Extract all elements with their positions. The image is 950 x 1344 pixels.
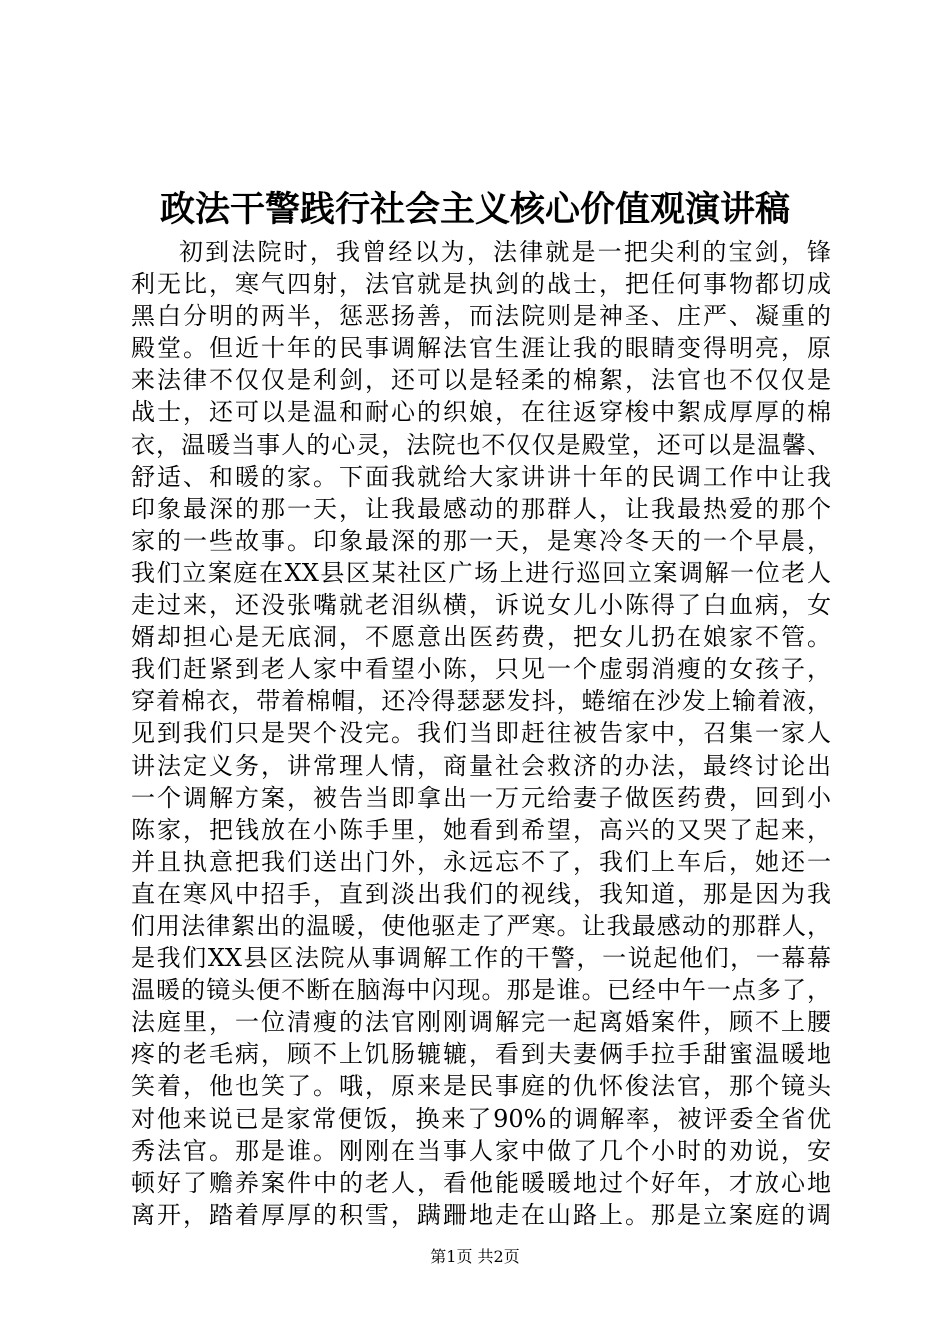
body-line: 舒适、和暖的家。下面我就给大家讲讲十年的民调工作中让我 bbox=[131, 462, 831, 491]
body-line: 见到我们只是哭个没完。我们当即赶往被告家中，召集一家人 bbox=[131, 719, 831, 748]
body-line: 利无比，寒气四射，法官就是执剑的战士，把任何事物都切成 bbox=[131, 270, 831, 299]
body-line: 并且执意把我们送出门外，永远忘不了，我们上车后，她还一 bbox=[131, 847, 831, 876]
body-line: 我们赶紧到老人家中看望小陈，只见一个虚弱消瘦的女孩子， bbox=[131, 655, 831, 684]
body-line: 一个调解方案，被告当即拿出一万元给妻子做医药费，回到小 bbox=[131, 783, 831, 812]
body-line: 衣，温暖当事人的心灵，法院也不仅仅是殿堂，还可以是温馨、 bbox=[131, 430, 831, 459]
page-number-footer: 第1页 共2页 bbox=[430, 1247, 520, 1266]
body-line: 们用法律絮出的温暖，使他驱走了严寒。让我最感动的那群人， bbox=[131, 911, 831, 940]
body-line: 对他来说已是家常便饭，换来了90%的调解率，被评委全省优 bbox=[131, 1104, 831, 1133]
body-line: 初到法院时，我曾经以为，法律就是一把尖利的宝剑，锋 bbox=[179, 238, 831, 266]
body-line: 温暖的镜头便不断在脑海中闪现。那是谁。已经中午一点多了， bbox=[131, 976, 831, 1005]
body-line: 笑着，他也笑了。哦，原来是民事庭的仇怀俊法官，那个镜头 bbox=[131, 1072, 831, 1101]
body-line: 穿着棉衣，带着棉帽，还冷得瑟瑟发抖，蜷缩在沙发上输着液， bbox=[131, 687, 831, 716]
body-line: 我们立案庭在XX县区某社区广场上进行巡回立案调解一位老人 bbox=[131, 558, 831, 587]
body-line: 疼的老毛病，顾不上饥肠辘辘，看到夫妻俩手拉手甜蜜温暖地 bbox=[131, 1040, 831, 1069]
body-line: 法庭里，一位清瘦的法官刚刚调解完一起离婚案件，顾不上腰 bbox=[131, 1008, 831, 1037]
body-line: 陈家，把钱放在小陈手里，她看到希望，高兴的又哭了起来， bbox=[131, 815, 831, 844]
body-line: 黑白分明的两半，惩恶扬善，而法院则是神圣、庄严、凝重的 bbox=[131, 302, 831, 331]
body-line: 讲法定义务，讲常理人情，商量社会救济的办法，最终讨论出 bbox=[131, 751, 831, 780]
body-line: 是我们XX县区法院从事调解工作的干警，一说起他们，一幕幕 bbox=[131, 944, 831, 973]
body-line: 战士，还可以是温和耐心的织娘，在往返穿梭中絮成厚厚的棉 bbox=[131, 398, 831, 427]
body-line: 离开，踏着厚厚的积雪，蹒跚地走在山路上。那是立案庭的调 bbox=[131, 1200, 831, 1229]
body-line: 来法律不仅仅是利剑，还可以是轻柔的棉絮，法官也不仅仅是 bbox=[131, 366, 831, 395]
body-line: 殿堂。但近十年的民事调解法官生涯让我的眼睛变得明亮，原 bbox=[131, 334, 831, 363]
body-line: 顿好了赡养案件中的老人，看他能暖暖地过个好年，才放心地 bbox=[131, 1168, 831, 1197]
body-line: 直在寒风中招手，直到淡出我们的视线，我知道，那是因为我 bbox=[131, 879, 831, 908]
document-body bbox=[131, 236, 831, 1231]
body-line: 秀法官。那是谁。刚刚在当事人家中做了几个小时的劝说，安 bbox=[131, 1136, 831, 1165]
body-line: 家的一些故事。印象最深的那一天，是寒冷冬天的一个早晨， bbox=[131, 526, 831, 555]
document-title: 政法干警践行社会主义核心价值观演讲稿 bbox=[159, 189, 790, 230]
body-line: 走过来，还没张嘴就老泪纵横，诉说女儿小陈得了白血病，女 bbox=[131, 591, 831, 620]
body-line: 婿却担心是无底洞，不愿意出医药费，把女儿扔在娘家不管。 bbox=[131, 623, 831, 652]
body-line: 印象最深的那一天，让我最感动的那群人，让我最热爱的那个 bbox=[131, 494, 831, 523]
